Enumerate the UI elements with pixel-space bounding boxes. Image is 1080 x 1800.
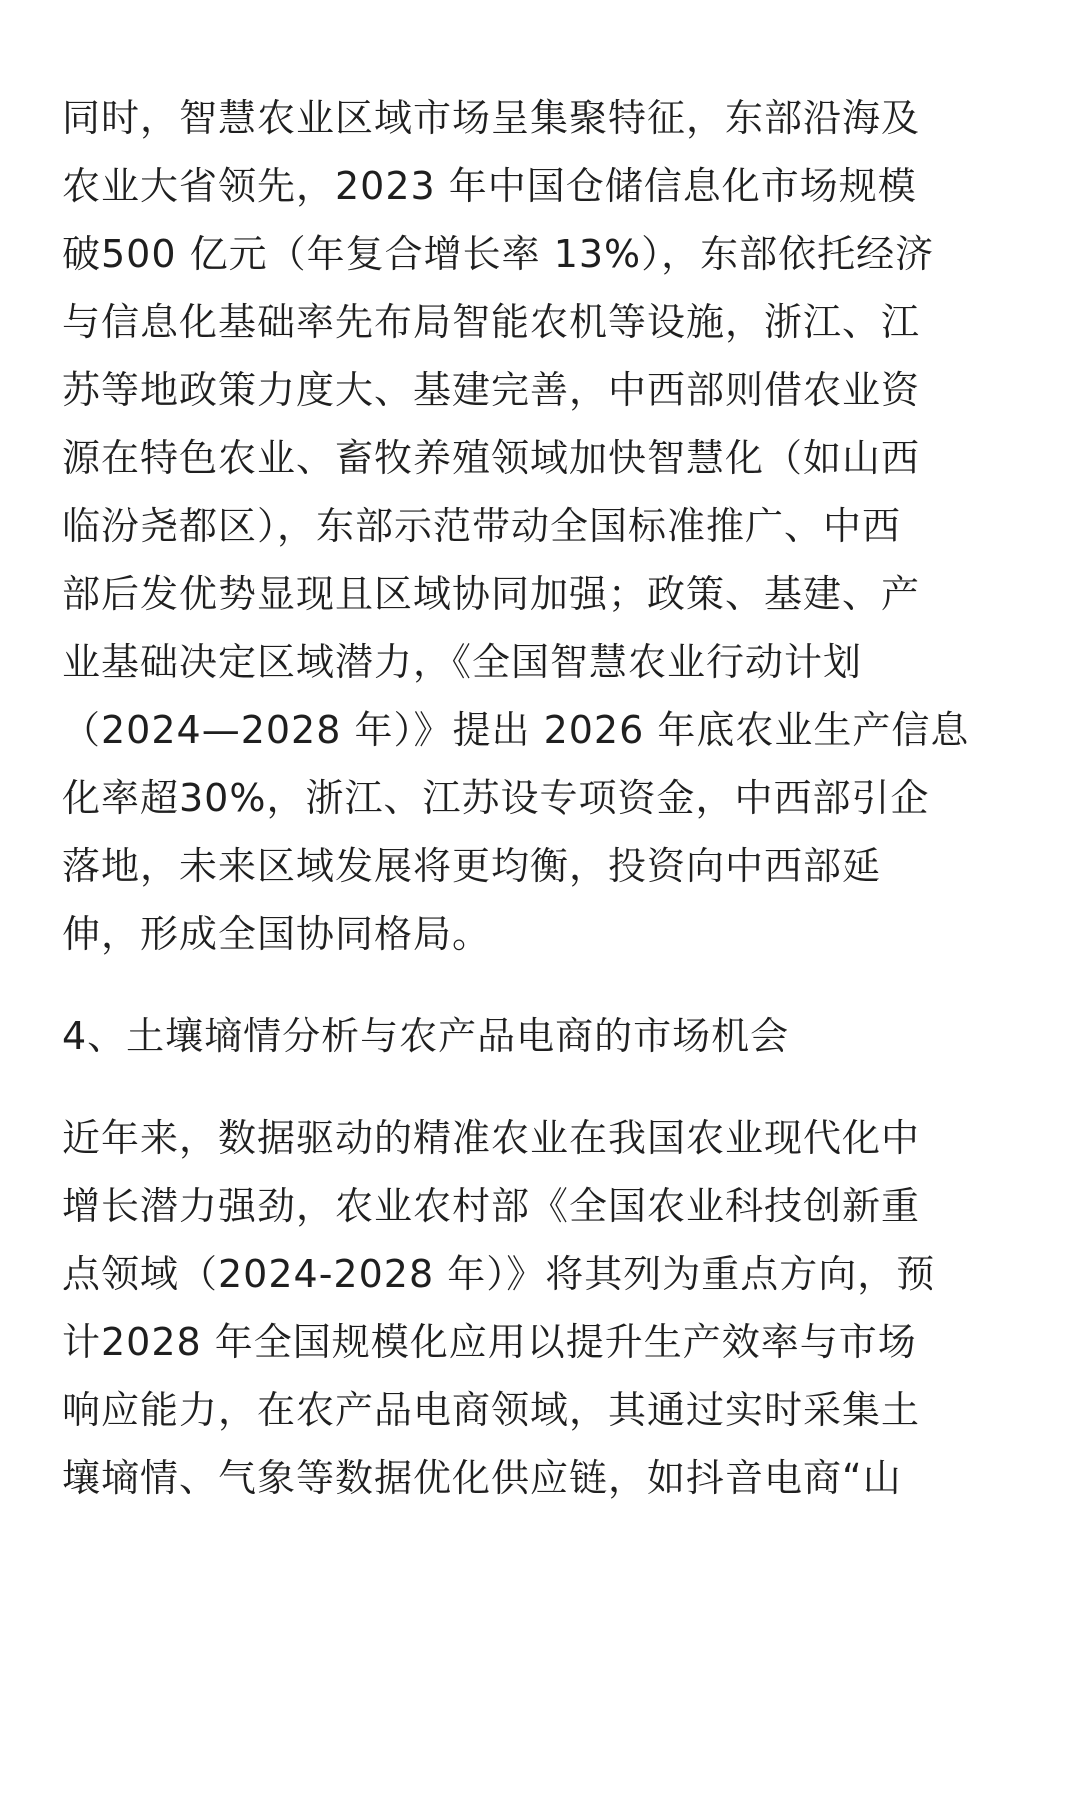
text-line: 部后发优势显现且区域协同加强；政策、基建、产 — [62, 572, 921, 616]
section-heading — [62, 1002, 1022, 1070]
text-line: 苏等地政策力度大、基建完善，中西部则借农业资 — [62, 368, 921, 412]
text-line: 伸，形成全国协同格局。 — [62, 912, 492, 956]
text-line: 破500 亿元（年复合增长率 13%），东部依托经济 — [62, 232, 935, 276]
text-line: 农业大省领先，2023 年中国仓储信息化市场规模 — [62, 164, 917, 208]
text-line: （2024—2028 年）》提出 2026 年底农业生产信息 — [62, 708, 970, 752]
paragraph-regional-market — [62, 84, 1022, 968]
text-line: 计2028 年全国规模化应用以提升生产效率与市场 — [62, 1320, 917, 1364]
section-heading-text: 4、土壤墒情分析与农产品电商的市场机会 — [62, 1014, 790, 1058]
text-line: 壤墒情、气象等数据优化供应链，如抖音电商“山 — [62, 1456, 902, 1500]
text-line: 与信息化基础率先布局智能农机等设施，浙江、江 — [62, 300, 921, 344]
text-line: 响应能力，在农产品电商领域，其通过实时采集土 — [62, 1388, 921, 1432]
text-line: 近年来，数据驱动的精准农业在我国农业现代化中 — [62, 1116, 921, 1160]
text-line: 同时，智慧农业区域市场呈集聚特征，东部沿海及 — [62, 96, 921, 140]
text-line: 化率超30%，浙江、江苏设专项资金，中西部引企 — [62, 776, 930, 820]
text-line: 点领域（2024-2028 年）》将其列为重点方向，预 — [62, 1252, 936, 1296]
text-line: 源在特色农业、畜牧养殖领域加快智慧化（如山西 — [62, 436, 921, 480]
text-line: 业基础决定区域潜力，《全国智慧农业行动计划 — [62, 640, 863, 684]
article-body — [62, 84, 1022, 1512]
text-line: 落地，未来区域发展将更均衡，投资向中西部延 — [62, 844, 882, 888]
paragraph-precision-agriculture — [62, 1104, 1022, 1512]
text-line: 临汾尧都区），东部示范带动全国标准推广、中西 — [62, 504, 902, 548]
text-line: 增长潜力强劲，农业农村部《全国农业科技创新重 — [62, 1184, 921, 1228]
